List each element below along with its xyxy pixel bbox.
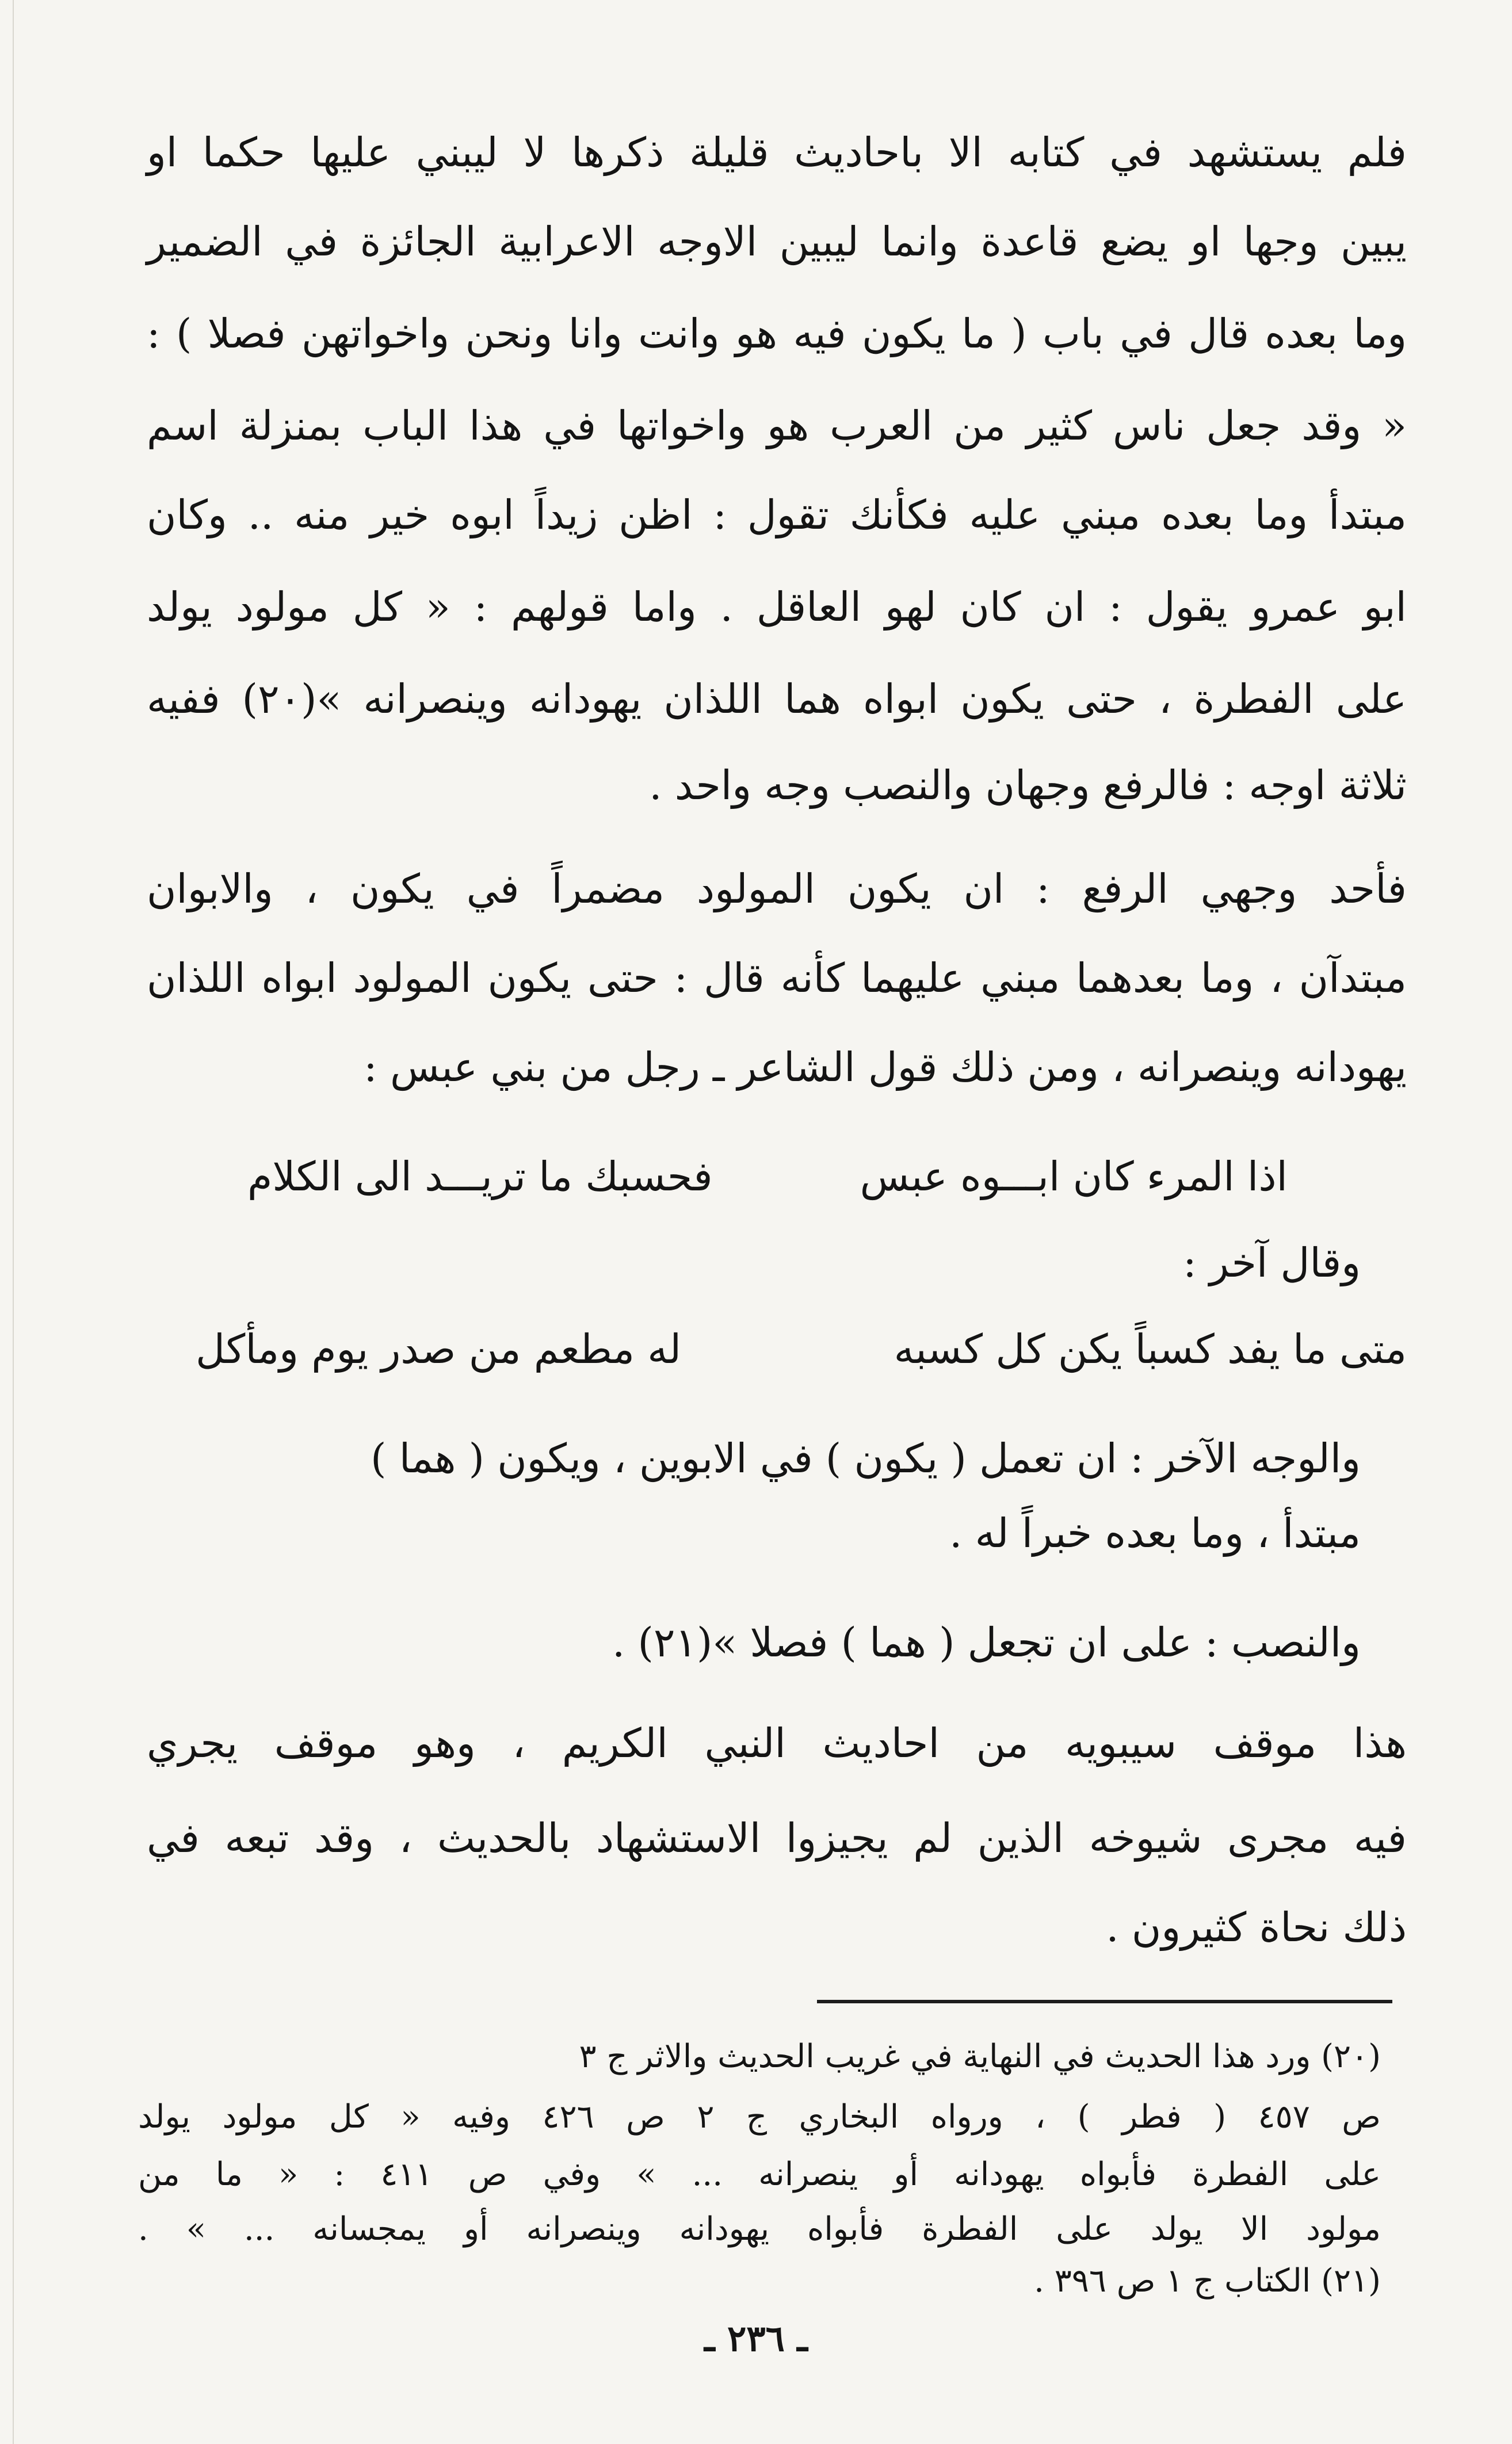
- body-line: يبين وجها او يضع قاعدة وانما ليبين الاوجه الاعرابية الجائزة في الضمير: [147, 218, 1407, 265]
- body-line: والنصب : على ان تجعل ( هما ) فصلا »(٢١) .: [612, 1619, 1361, 1666]
- verse-intro: وقال آخر :: [1183, 1239, 1361, 1286]
- body-line: يهودانه وينصرانه ، ومن ذلك قول الشاعر ـ رجل من بني عبس :: [364, 1044, 1407, 1091]
- body-line: هذا موقف سيبويه من احاديث النبي الكريم ، وهو موقف يجري: [147, 1720, 1407, 1767]
- page-edge-line: [13, 0, 14, 2444]
- body-line: ثلاثة اوجه : فالرفع وجهان والنصب وجه واحد .: [649, 762, 1407, 809]
- verse1-second-hemistich: فحسبك ما تريـــد الى الكلام: [247, 1153, 713, 1200]
- footnote-line: على الفطرة فأبواه يهودانه أو ينصرانه ... » وفي ص ٤١١ : « ما من: [138, 2156, 1381, 2193]
- body-line: ذلك نحاة كثيرون .: [1106, 1904, 1407, 1951]
- body-line: ابو عمرو يقول : ان كان لهو العاقل . واما قولهم : « كل مولود يولد: [147, 583, 1407, 631]
- verse1-first-hemistich: اذا المرء كان ابـــوه عبس: [860, 1153, 1288, 1200]
- footnote-line: (٢٠) ورد هذا الحديث في النهاية في غريب الحديث والاثر ج ٣: [579, 2038, 1381, 2075]
- body-line: فيه مجرى شيوخه الذين لم يجيزوا الاستشهاد بالحديث ، وقد تبعه في: [147, 1815, 1407, 1862]
- body-line: وما بعده قال في باب ( ما يكون فيه هو وانت وانا ونحن واخواتهن فصلا ) :: [147, 310, 1407, 357]
- body-line: على الفطرة ، حتى يكون ابواه هما اللذان يهودانه وينصرانه »(٢٠) ففيه: [147, 675, 1407, 723]
- body-line: مبتدأ وما بعده مبني عليه فكأنك تقول : اظن زيداً ابوه خير منه .. وكان: [147, 491, 1407, 539]
- footnote-line: (٢١) الكتاب ج ١ ص ٣٩٦ .: [1034, 2262, 1381, 2300]
- body-line: فأحد وجهي الرفع : ان يكون المولود مضمراً في يكون ، والابوان: [147, 865, 1407, 912]
- verse2-first-hemistich: متى ما يفد كسباً يكن كل كسبه: [894, 1326, 1407, 1373]
- body-line: « وقد جعل ناس كثير من العرب هو واخواتها في هذا الباب بمنزلة اسم: [147, 402, 1407, 449]
- body-line: فلم يستشهد في كتابه الا باحاديث قليلة ذكرها لا ليبني عليها حكما او: [147, 129, 1407, 176]
- verse2-second-hemistich: له مطعم من صدر يوم ومأكل: [196, 1326, 682, 1373]
- body-line: مبتدآن ، وما بعدهما مبني عليهما كأنه قال : حتى يكون المولود ابواه اللذان: [147, 954, 1407, 1002]
- footnote-line: مولود الا يولد على الفطرة فأبواه يهودانه وينصرانه أو يمجسانه ... » .: [138, 2210, 1381, 2248]
- footnote-line: ص ٤٥٧ ( فطر ) ، ورواه البخاري ج ٢ ص ٤٢٦ وفيه « كل مولود يولد: [138, 2098, 1381, 2136]
- body-line: مبتدأ ، وما بعده خبراً له .: [949, 1510, 1361, 1557]
- footnote-separator: [817, 2000, 1392, 2003]
- page-number: ـ ٢٣٦ ـ: [704, 2317, 808, 2359]
- body-line: والوجه الآخر : ان تعمل ( يكون ) في الابوين ، ويكون ( هما ): [371, 1435, 1361, 1482]
